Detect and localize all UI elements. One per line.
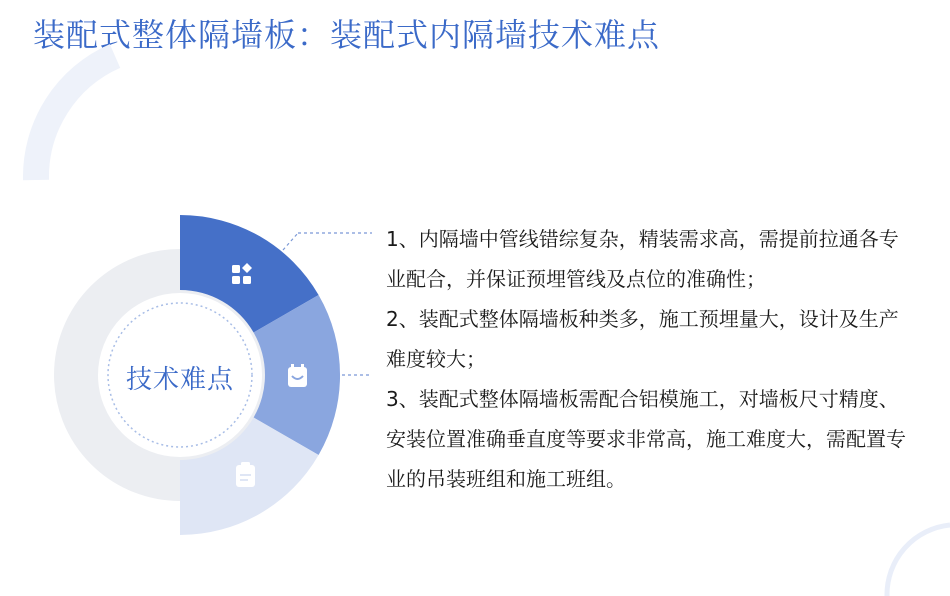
page-title: 装配式整体隔墙板：装配式内隔墙技术难点: [33, 16, 661, 54]
leader-line-1: [283, 233, 372, 250]
calendar-icon: [288, 364, 307, 387]
point-2: 2、装配式整体隔墙板种类多，施工预埋量大，设计及生产难度较大；: [386, 307, 899, 371]
points-list: [386, 219, 916, 499]
center-label: 技术难点: [125, 365, 234, 395]
point-1: 1、内隔墙中管线错综复杂，精装需求高，需提前拉通各专业配合，并保证预埋管线及点位的准确性；: [386, 227, 899, 291]
clipboard-icon: [236, 462, 255, 487]
point-3: 3、装配式整体隔墙板需配合铝模施工，对墙板尺寸精度、安装位置准确垂直度等要求非常高，施工难度大，需配置专业的吊装班组和施工班组。: [386, 387, 906, 491]
